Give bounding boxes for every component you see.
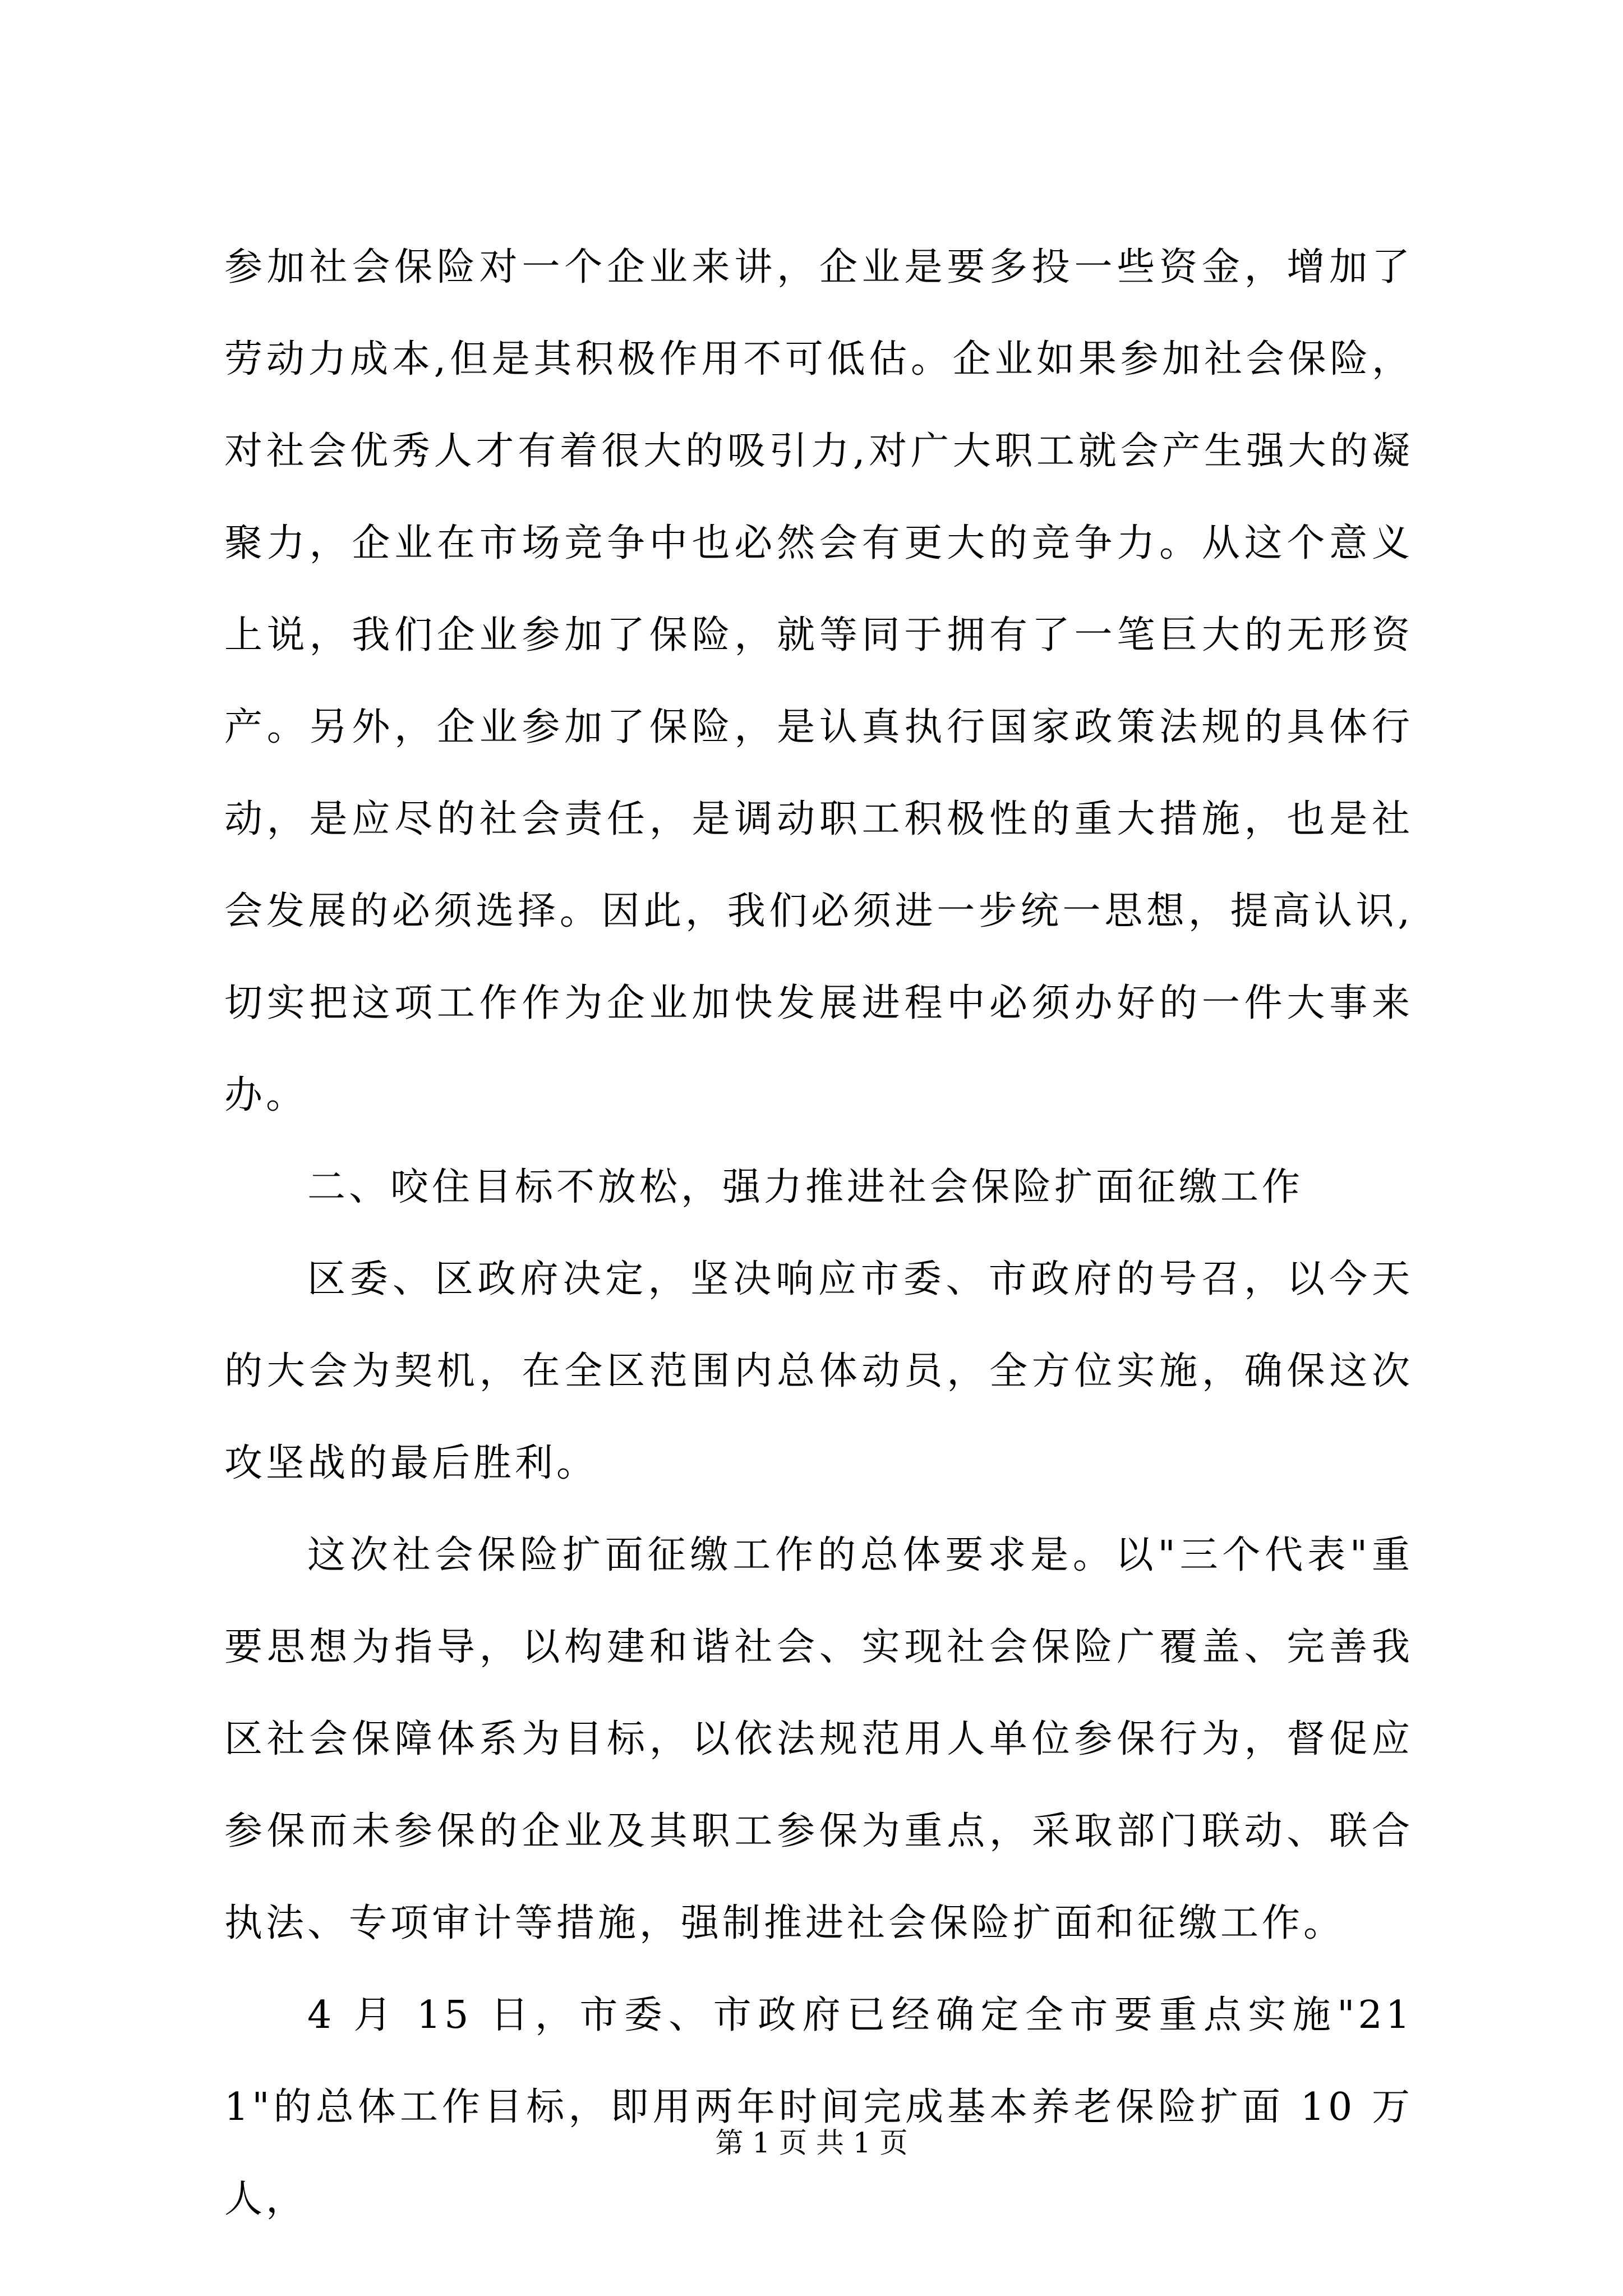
document-body — [224, 222, 1413, 2246]
paragraph-2: 区委、区政府决定，坚决响应市委、市政府的号召，以今天的大会为契机，在全区范围内总体动员，全方位实施，确保这次攻坚战的最后胜利。 — [224, 1257, 1413, 1485]
page-number-footer: 第 1 页 共 1 页 — [715, 2127, 908, 2159]
paragraph-4: 4 月 15 日，市委、市政府已经确定全市要重点实施"211"的总体工作目标，即用两年时间完成基本养老保险扩面 10 万人， — [224, 1993, 1413, 2221]
section-heading: 二、咬住目标不放松，强力推进社会保险扩面征缴工作 — [307, 1165, 1304, 1209]
paragraph-1: 参加社会保险对一个企业来讲，企业是要多投一些资金，增加了劳动力成本,但是其积极作用不可低估。企业如果参加社会保险，对社会优秀人才有着很大的吸引力,对广大职工就会产生强大的凝聚力，企业在市场竞争中也必然会有更大的竞争力。从这个意义上说，我们企业参加了保险，就等同于拥有了一笔巨大的无形资产。另外，企业参加了保险，是认真执行国家政策法规的具体行动，是应尽的社会责任，是调动职工积极性的重大措施，也是社会发展的必须选择。因此，我们必须进一步统一思想，提高认识,切实把这项工作作为企业加快发展进程中必须办好的一件大事来办。 — [224, 245, 1413, 1117]
paragraph-3: 这次社会保险扩面征缴工作的总体要求是。以"三个代表"重要思想为指导，以构建和谐社会、实现社会保险广覆盖、完善我区社会保障体系为目标，以依法规范用人单位参保行为，督促应参保而未参保的企业及其职工参保为重点，采取部门联动、联合执法、专项审计等措施，强制推进社会保险扩面和征缴工作。 — [224, 1533, 1413, 1945]
